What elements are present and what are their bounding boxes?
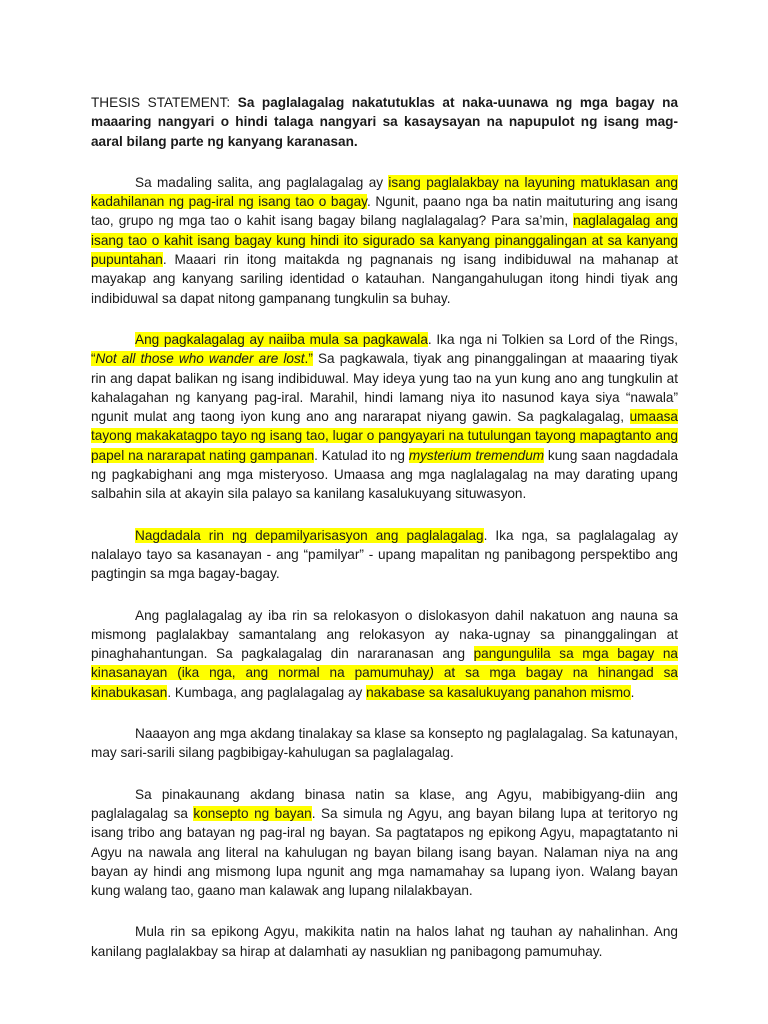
thesis-statement — [91, 93, 678, 151]
highlighted-text: naglalagalag ang isang tao o kahit isang bagay kung hindi ito sigurado sa kanyang pinanggalingan at sa kanyang pupuntahan — [91, 213, 678, 268]
highlighted-text: umaasa tayong makakatagpo tayo ng isang tao, lugar o pangyayari na tutulungan tayong mapagtanto ang papel na nararapat nating gampanan — [91, 409, 678, 463]
highlighted-italic-text: Not all those who wander are lost — [95, 351, 305, 367]
body-paragraph — [91, 526, 678, 584]
paragraph-text: Sa pinakaunang akdang binasa natin sa klase, ang Agyu, mabibigyang-diin ang paglalagalag sa — [91, 786, 678, 821]
thesis-lead: THESIS STATEMENT: — [91, 95, 231, 110]
paragraph-text: Ang paglalagalag ay iba rin sa relokasyon o dislokasyon dahil nakatuon ang nauna sa mismong paglalakbay samantalang ang relokasyon ay naka-ugnay sa pinanggalingan at pinaghahantungan. Sa pagkalagalag din nararanasan ang — [91, 607, 678, 662]
highlighted-text: .” — [304, 351, 313, 367]
highlighted-text: pangungulila sa mga bagay na kinasanayan (ika nga, ang normal na pamumuhay — [91, 646, 678, 681]
paragraph-text: . Ika nga ni Tolkien sa Lord of the Rings, — [427, 331, 679, 347]
paragraph-text: . Maaari rin itong maitakda ng pagnanais ng isang indibiduwal na mahanap at mayakap ang kanyang sariling identidad o katauhan. Nangangahulugan itong hindi tiyak ang indibiduwal sa dapat nitong gampanang tungkulin sa buhay. — [91, 252, 678, 306]
body-paragraph — [91, 173, 678, 308]
paragraph-text: Sa pagkawala, tiyak ang pinanggalingan at maaaring tiyak rin ang dapat balikan ng isang indibiduwal. May ideya yung tao na yun kung ano ang tungkulin at kahalagahan ng kanyang pag-iral. Marahil, hindi lamang niya ito nasunod kaya siya “nawala” ngunit mulat ang taong iyon kung ano ang nararapat niyang gawin. Sa pagkalagalag, — [91, 351, 678, 425]
paragraph-text: . Kumbaga, ang paglalagalag ay — [167, 684, 367, 700]
body-paragraph — [91, 330, 678, 504]
paragraph-text: . Ika nga, sa paglalagalag ay nalalayo tayo sa kasanayan - ang “pamilyar” - upang mapalitan ng panibagong perspektibo ang pagtingin sa mga bagay-bagay. — [91, 527, 678, 582]
highlighted-text: at sa mga bagay na hinangad sa kinabukasan — [91, 665, 678, 700]
paragraph-text: Sa madaling salita, ang paglalagalag ay — [135, 174, 389, 190]
paragraph-text: Naaayon ang mga akdang tinalakay sa klase sa konsepto ng paglalagalag. Sa katunayan, may sari-sarili silang pagbibigay-kahulugan sa paglalagalag. — [91, 726, 678, 761]
paragraph-text: . Ngunit, paano nga ba natin maituturing ang isang tao, grupo ng mga tao o kahit isang bagay bilang naglalagalag? Para sa’min, — [91, 194, 678, 229]
thesis-text: Sa paglalagalag nakatutuklas at naka-uunawa ng mga bagay na maaaring nangyari o hindi talaga nangyari sa kasaysayan na napupulot ng isang mag-aaral bilang parte ng kanyang karanasan. — [91, 95, 679, 149]
body-paragraph — [91, 785, 678, 901]
paragraph-text: . Sa simula ng Agyu, ang bayan bilang lupa at teritoryo ng isang tribo ang batayan ng pag-iral ng bayan. Sa pagtatapos ng epikong Agyu, mapagtatanto ni Agyu na nawala ang literal na kahulugan ng bayan bilang isang bayan. Nalaman niya na ang bayan ay hindi ang mismong lupa ngunit ang mga namamahay sa lupang iyon. Walang bayan kung walang tao, gaano man kalawak ang lupang nilalakbayan. — [91, 805, 679, 899]
body-paragraph — [91, 606, 678, 702]
paragraph-text: . Katulad ito ng — [314, 447, 409, 463]
highlighted-italic-text: ) — [429, 665, 434, 681]
body-paragraph — [91, 724, 678, 763]
paragraph-text: Mula rin sa epikong Agyu, makikita natin na halos lahat ng tauhan ay nahalinhan. Ang kanilang paglalakbay sa hirap at dalamhati ay nasuklian ng panibagong pamumuhay. — [91, 924, 678, 959]
body-paragraph — [91, 922, 678, 961]
highlighted-text: Nagdadala rin ng depamilyarisasyon ang paglalagalag — [135, 527, 484, 543]
paragraph-text: . — [630, 684, 635, 700]
highlighted-text: konsepto ng bayan — [193, 805, 312, 821]
highlighted-text: nakabase sa kasalukuyang panahon mismo — [366, 684, 631, 700]
body-paragraphs — [91, 173, 678, 961]
highlighted-text: Ang pagkalagalag ay naiiba mula sa pagkawala — [135, 331, 428, 347]
highlighted-italic-text: mysterium tremendum — [408, 447, 545, 463]
highlighted-text: “ — [91, 351, 96, 367]
highlighted-text: isang paglalakbay na layuning matuklasan ang kadahilanan ng pag-iral ng isang tao o bagay — [91, 174, 678, 210]
paragraph-text: kung saan nagdadala ng pagkabighani ang mga misteryoso. Umaasa ang mga naglalagalag na may darating upang salbahin sila at akayin sila palayo sa kanilang kasalukuyang situwasyon. — [91, 447, 679, 502]
